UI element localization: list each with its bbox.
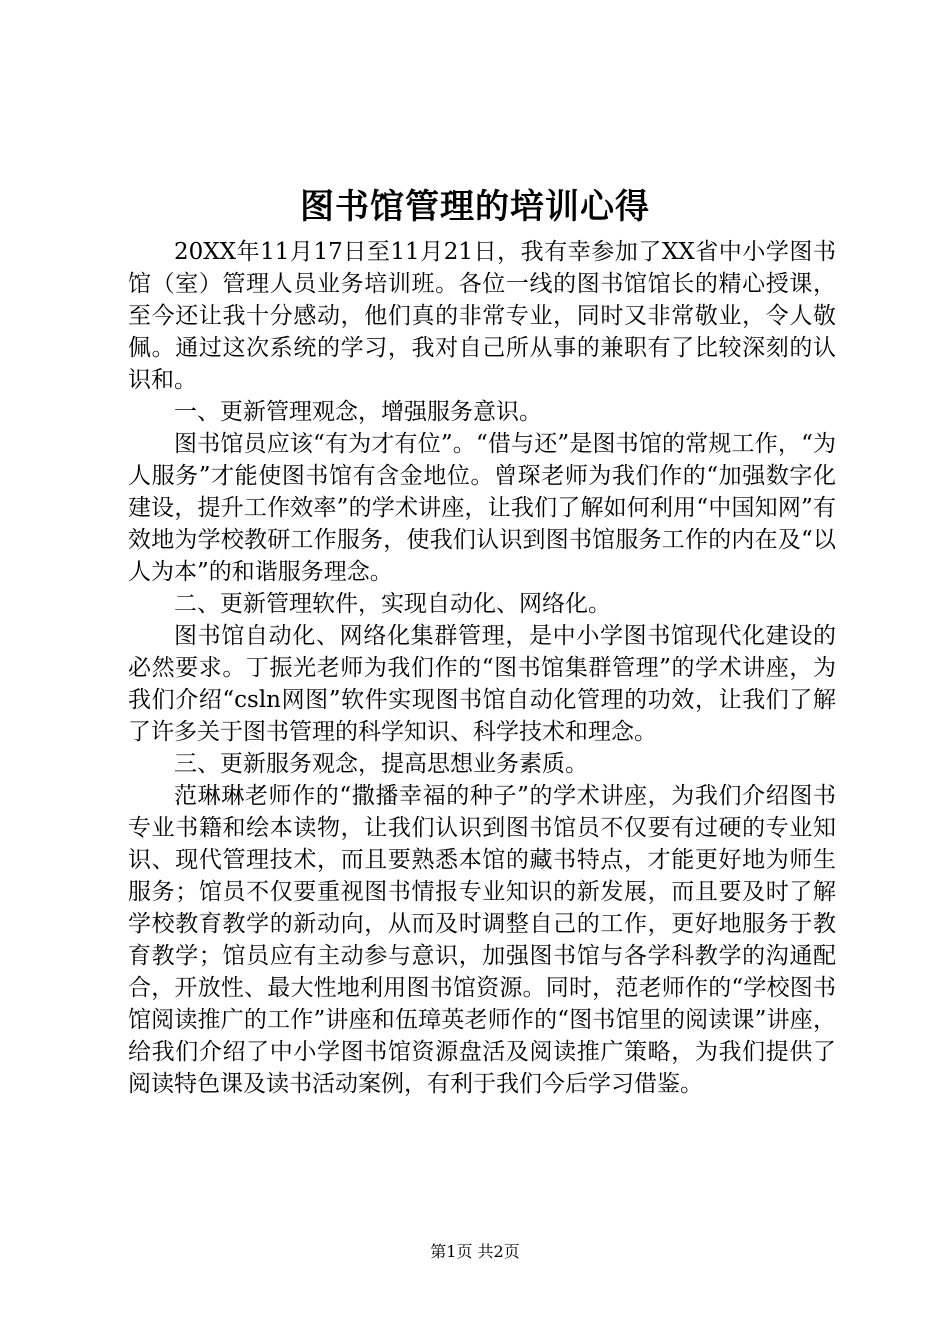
section-heading-2: 二、更新管理软件，实现自动化、网络化。 xyxy=(174,591,611,617)
document-body xyxy=(128,236,836,1100)
paragraph-intro: 20XX年11月17日至11月21日，我有幸参加了XX省中小学图书馆（室）管理人员业务培训班。各位一线的图书馆馆长的精心授课，至今还让我十分感动，他们真的非常专业，同时又非常敬业，令人敬佩。通过这次系统的学习，我对自己所从事的兼职有了比较深刻的认识和。 xyxy=(128,239,836,393)
paragraph-section-1: 图书馆员应该“有为才有位”。“借与还”是图书馆的常规工作，“为人服务”才能使图书馆有含金地位。曾琛老师为我们作的“加强数字化建设，提升工作效率”的学术讲座，让我们了解如何利用“中国知网”有效地为学校教研工作服务，使我们认识到图书馆服务工作的内在及“以人为本”的和谐服务理念。 xyxy=(128,431,836,585)
document-title: 图书馆管理的培训心得 xyxy=(300,187,650,227)
section-heading-3: 三、更新服务观念，提高思想业务素质。 xyxy=(174,751,588,777)
page-number-footer: 第1页 共2页 xyxy=(430,1242,520,1261)
section-heading-1: 一、更新管理观念，增强服务意识。 xyxy=(174,399,542,425)
paragraph-section-3: 范琳琳老师作的“撒播幸福的种子”的学术讲座，为我们介绍图书专业书籍和绘本读物，让我们认识到图书馆员不仅要有过硬的专业知识、现代管理技术，而且要熟悉本馆的藏书特点，才能更好地为师生服务；馆员不仅要重视图书情报专业知识的新发展，而且要及时了解学校教育教学的新动向，从而及时调整自己的工作，更好地服务于教育教学；馆员应有主动参与意识，加强图书馆与各学科教学的沟通配合，开放性、最大性地利用图书馆资源。同时，范老师作的“学校图书馆阅读推广的工作”讲座和伍璋英老师作的“图书馆里的阅读课”讲座，给我们介绍了中小学图书馆资源盘活及阅读推广策略，为我们提供了阅读特色课及读书活动案例，有利于我们今后学习借鉴。 xyxy=(128,783,836,1097)
paragraph-section-2: 图书馆自动化、网络化集群管理，是中小学图书馆现代化建设的必然要求。丁振光老师为我们作的“图书馆集群管理”的学术讲座，为我们介绍“csln网图”软件实现图书馆自动化管理的功效，让我们了解了许多关于图书管理的科学知识、科学技术和理念。 xyxy=(128,623,836,745)
